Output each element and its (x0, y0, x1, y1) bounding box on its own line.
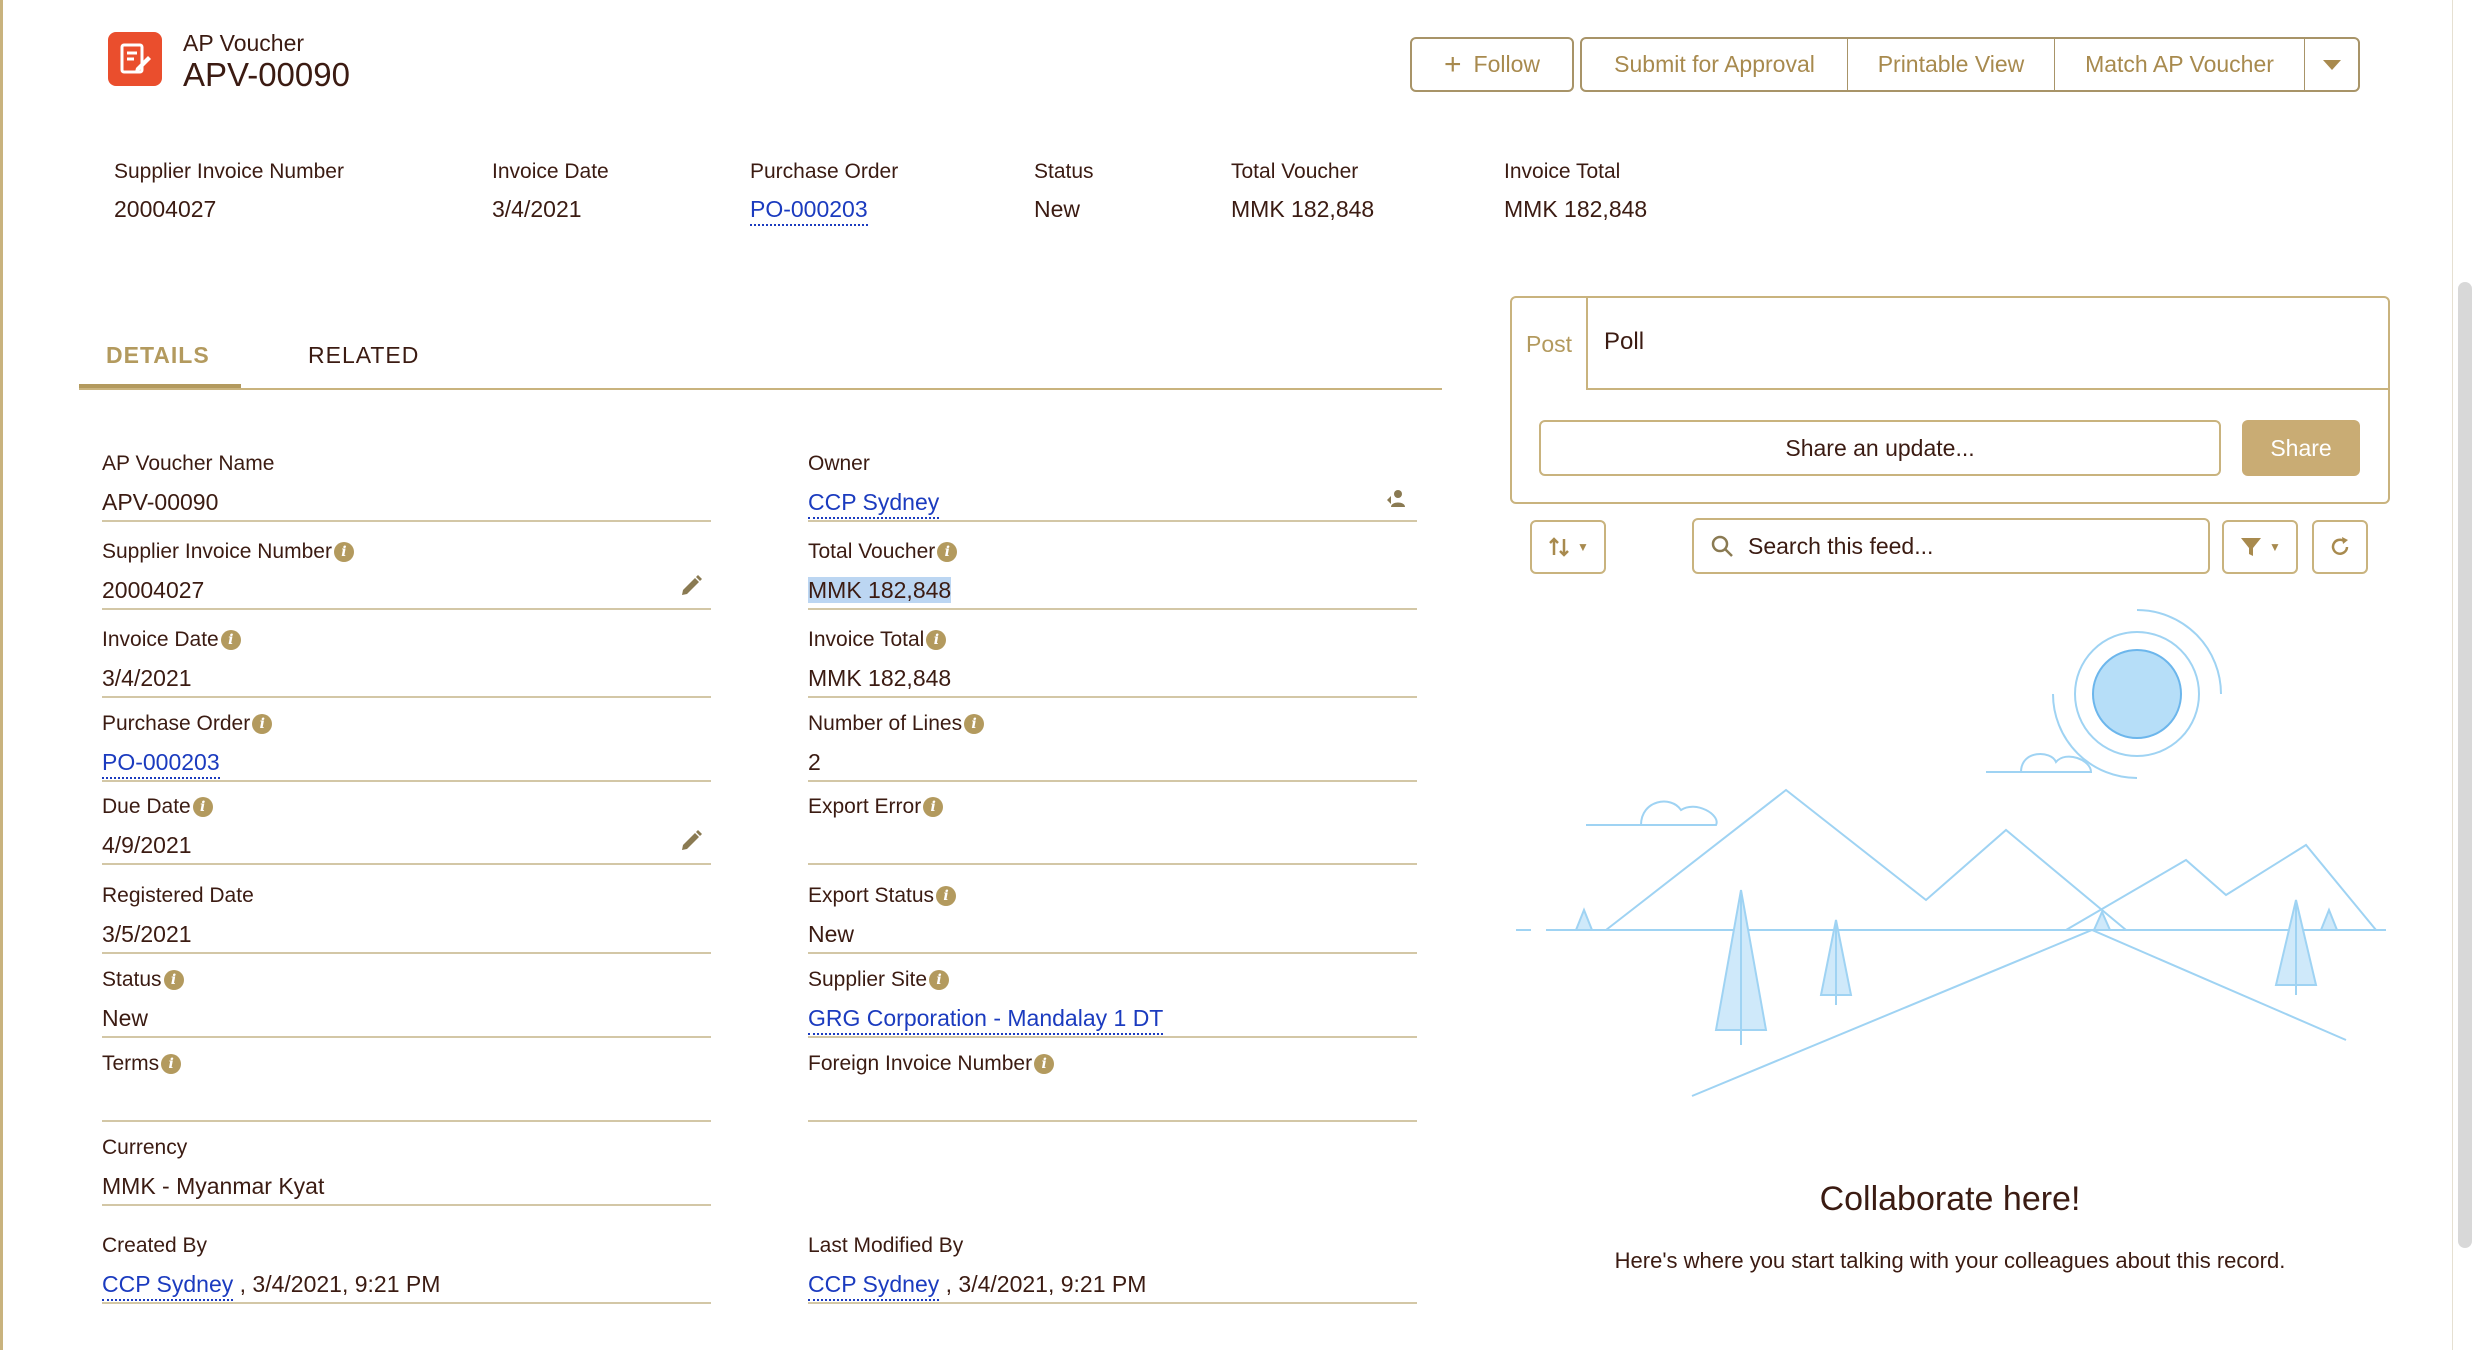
search-feed-input[interactable]: Search this feed... (1692, 518, 2210, 574)
info-icon[interactable]: i (221, 630, 241, 650)
info-icon[interactable]: i (964, 714, 984, 734)
edit-pencil-icon[interactable] (679, 829, 703, 853)
supplier-site-link[interactable]: GRG Corporation - Mandalay 1 DT (808, 1005, 1163, 1035)
info-icon[interactable]: i (161, 1054, 181, 1074)
field-export-error: Export Error i (808, 795, 1417, 865)
info-icon[interactable]: i (252, 714, 272, 734)
sort-icon (1547, 535, 1571, 559)
share-button[interactable]: Share (2242, 420, 2360, 476)
share-update-input[interactable]: Share an update... (1539, 420, 2221, 476)
info-icon[interactable]: i (929, 970, 949, 990)
field-currency: Currency MMK - Myanmar Kyat (102, 1136, 711, 1206)
highlight-status: Status New (1034, 160, 1094, 222)
refresh-icon (2328, 535, 2352, 559)
field-purchase-order: Purchase Order i PO-000203 (102, 712, 711, 782)
info-icon[interactable]: i (164, 970, 184, 990)
empty-feed-illustration (1506, 600, 2386, 1110)
object-type-label: AP Voucher (183, 30, 305, 56)
filter-feed-button[interactable] (2222, 520, 2298, 574)
tab-details[interactable]: DETAILS (106, 342, 210, 368)
record-title: APV-00090 (183, 56, 350, 93)
change-owner-icon[interactable] (1385, 486, 1409, 510)
highlight-supplier-invoice-number: Supplier Invoice Number 20004027 (114, 160, 344, 222)
field-owner: Owner CCP Sydney (808, 452, 1417, 522)
tab-poll[interactable]: Poll (1604, 328, 1645, 355)
printable-view-button[interactable]: Printable View (1847, 37, 2056, 92)
highlight-invoice-total: Invoice Total MMK 182,848 (1504, 160, 1648, 222)
frame-border (0, 0, 3, 1350)
empty-feed-title: Collaborate here! (1819, 1180, 2081, 1218)
info-icon[interactable]: i (193, 797, 213, 817)
field-due-date: Due Date i 4/9/2021 (102, 795, 711, 865)
field-invoice-total: Invoice Total i MMK 182,848 (808, 628, 1417, 698)
match-ap-voucher-button[interactable]: Match AP Voucher (2054, 37, 2306, 92)
more-actions-button[interactable] (2304, 37, 2360, 92)
field-ap-voucher-name: AP Voucher Name APV-00090 (102, 452, 711, 522)
created-by-user-link[interactable]: CCP Sydney (102, 1271, 233, 1301)
tab-related[interactable]: RELATED (308, 342, 420, 368)
field-status: Status i New (102, 968, 711, 1038)
field-last-modified-by: Last Modified By CCP Sydney , 3/4/2021, 9:21 PM (808, 1234, 1417, 1304)
last-modified-by-user-link[interactable]: CCP Sydney (808, 1271, 939, 1301)
publisher-divider (1588, 388, 2388, 390)
chevron-down-icon: ▼ (1577, 540, 1589, 554)
field-supplier-site: Supplier Site i GRG Corporation - Mandalay 1 DT (808, 968, 1417, 1038)
refresh-feed-button[interactable] (2312, 520, 2368, 574)
field-export-status: Export Status i New (808, 884, 1417, 954)
edit-pencil-icon[interactable] (679, 574, 703, 598)
info-icon[interactable]: i (923, 797, 943, 817)
scrollbar[interactable] (2452, 0, 2476, 1350)
search-icon (1710, 534, 1734, 558)
highlight-invoice-date: Invoice Date 3/4/2021 (492, 160, 609, 222)
info-icon[interactable]: i (937, 542, 957, 562)
field-registered-date: Registered Date 3/5/2021 (102, 884, 711, 954)
info-icon[interactable]: i (926, 630, 946, 650)
purchase-order-link[interactable]: PO-000203 (750, 196, 868, 226)
tabs-divider (79, 388, 1442, 390)
field-foreign-invoice-number: Foreign Invoice Number i (808, 1052, 1417, 1122)
field-total-voucher: Total Voucher i MMK 182,848 (808, 540, 1417, 610)
filter-icon (2239, 535, 2263, 559)
field-supplier-invoice-number: Supplier Invoice Number i 20004027 (102, 540, 711, 610)
ap-voucher-icon (108, 32, 162, 86)
field-invoice-date: Invoice Date i 3/4/2021 (102, 628, 711, 698)
field-number-of-lines: Number of Lines i 2 (808, 712, 1417, 782)
highlight-purchase-order: Purchase Order PO-000203 (750, 160, 898, 223)
sort-feed-button[interactable] (1530, 520, 1606, 574)
info-icon[interactable]: i (1034, 1054, 1054, 1074)
plus-icon: + (1444, 47, 1462, 81)
tab-post[interactable]: Post (1512, 298, 1588, 390)
chevron-down-icon: ▼ (2269, 540, 2281, 554)
highlight-total-voucher: Total Voucher MMK 182,848 (1231, 160, 1375, 222)
chevron-down-icon (2322, 58, 2342, 72)
follow-button[interactable]: + Follow (1410, 37, 1574, 92)
info-icon[interactable]: i (936, 886, 956, 906)
scrollbar-thumb[interactable] (2458, 282, 2472, 1248)
purchase-order-link[interactable]: PO-000203 (102, 749, 220, 779)
empty-feed-text: Here's where you start talking with your colleagues about this record. (1614, 1248, 2286, 1273)
submit-for-approval-button[interactable]: Submit for Approval (1580, 37, 1849, 92)
info-icon[interactable]: i (334, 542, 354, 562)
owner-link[interactable]: CCP Sydney (808, 489, 939, 519)
field-terms: Terms i (102, 1052, 711, 1122)
field-created-by: Created By CCP Sydney , 3/4/2021, 9:21 PM (102, 1234, 711, 1304)
